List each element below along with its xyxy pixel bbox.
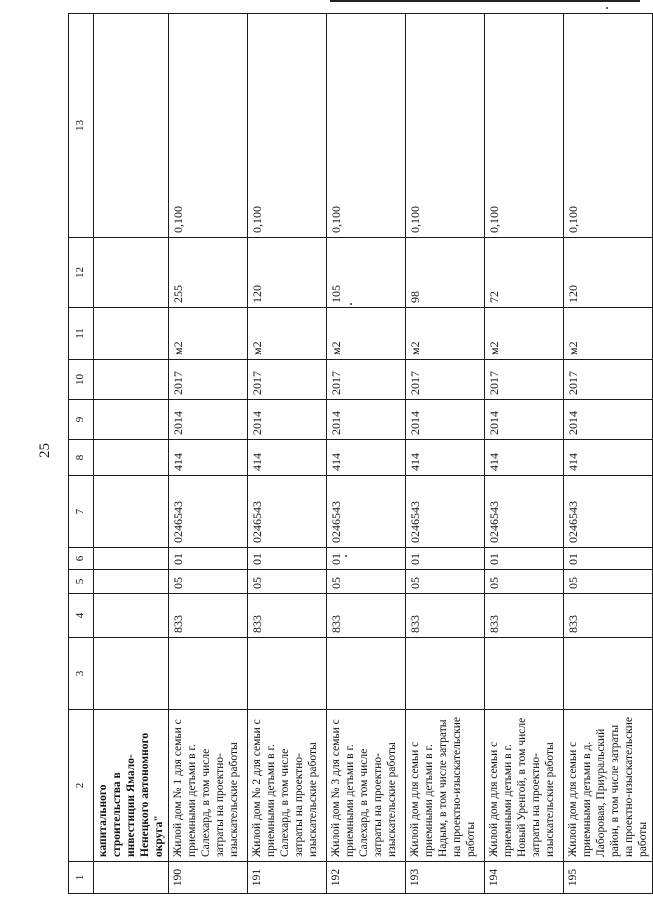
table-cell bbox=[94, 308, 169, 360]
object-name: Жилой дом № 2 для семьи с приемными детьми в г. Салехард, в том числе затраты на проектно-изыскательские работы bbox=[248, 710, 327, 862]
start-year: 2014 bbox=[564, 400, 653, 440]
grbs-code: 833 bbox=[406, 594, 485, 638]
column-header: 3 bbox=[69, 638, 94, 710]
unit-of-measure: м2 bbox=[406, 308, 485, 360]
end-year: 2017 bbox=[248, 360, 327, 400]
expense-type-code: 414 bbox=[169, 440, 248, 476]
column-header: 1 bbox=[69, 862, 94, 894]
unit-of-measure: м2 bbox=[564, 308, 653, 360]
column-3-cell bbox=[564, 638, 653, 710]
column-header: 13 bbox=[69, 14, 94, 238]
subsection-code: 01 bbox=[564, 548, 653, 570]
start-year: 2014 bbox=[169, 400, 248, 440]
table-cell bbox=[94, 238, 169, 308]
unit-of-measure: м2 bbox=[248, 308, 327, 360]
row-number: 193 bbox=[406, 862, 485, 894]
end-year: 2017 bbox=[564, 360, 653, 400]
column-header: 11 bbox=[69, 308, 94, 360]
start-year: 2014 bbox=[406, 400, 485, 440]
cost-value: 0,100 bbox=[485, 14, 564, 238]
start-year: 2014 bbox=[327, 400, 406, 440]
column-header: 8 bbox=[69, 440, 94, 476]
row-number: 190 bbox=[169, 862, 248, 894]
column-3-cell bbox=[248, 638, 327, 710]
end-year: 2017 bbox=[485, 360, 564, 400]
capacity-value: 105 bbox=[327, 238, 406, 308]
row-number: 191 bbox=[248, 862, 327, 894]
table-cell bbox=[94, 548, 169, 570]
page-number: 25 bbox=[37, 443, 53, 458]
target-article-code: 0246543 bbox=[248, 476, 327, 548]
table-cell bbox=[94, 570, 169, 594]
expense-type-code: 414 bbox=[564, 440, 653, 476]
object-name: Жилой дом для семьи с приемными детьми в д. Лаборовая, Приуральский район, в том числе затраты на проектно-изыскательские работы bbox=[564, 710, 653, 862]
column-header: 12 bbox=[69, 238, 94, 308]
table-cell bbox=[94, 476, 169, 548]
end-year: 2017 bbox=[327, 360, 406, 400]
table-row bbox=[248, 14, 327, 894]
subsection-code: 01 bbox=[485, 548, 564, 570]
table-row bbox=[169, 14, 248, 894]
target-article-code: 0246543 bbox=[564, 476, 653, 548]
section-code: 05 bbox=[485, 570, 564, 594]
table-cell bbox=[94, 360, 169, 400]
cost-value: 0,100 bbox=[248, 14, 327, 238]
start-year: 2014 bbox=[248, 400, 327, 440]
subsection-code: 01 bbox=[169, 548, 248, 570]
target-article-code: 0246543 bbox=[406, 476, 485, 548]
row-number: 194 bbox=[485, 862, 564, 894]
cost-value: 0,100 bbox=[406, 14, 485, 238]
table-cell bbox=[94, 594, 169, 638]
investment-table bbox=[68, 13, 653, 894]
subsection-code: 01 bbox=[248, 548, 327, 570]
cost-value: 0,100 bbox=[169, 14, 248, 238]
row-number: 192 bbox=[327, 862, 406, 894]
capacity-value: 72 bbox=[485, 238, 564, 308]
row-number: 195 bbox=[564, 862, 653, 894]
table-cell bbox=[94, 862, 169, 894]
end-year: 2017 bbox=[406, 360, 485, 400]
target-article-code: 0246543 bbox=[169, 476, 248, 548]
table-row bbox=[327, 14, 406, 894]
start-year: 2014 bbox=[485, 400, 564, 440]
object-name: Жилой дом для семьи с приемными детьми в г. Надым, в том числе затраты на проектно-изыскательские работы bbox=[406, 710, 485, 862]
table-row bbox=[406, 14, 485, 894]
column-header: 2 bbox=[69, 710, 94, 862]
capacity-value: 255 bbox=[169, 238, 248, 308]
grbs-code: 833 bbox=[169, 594, 248, 638]
cost-value: 0,100 bbox=[564, 14, 653, 238]
grbs-code: 833 bbox=[564, 594, 653, 638]
object-name: Жилой дом для семьи с приемными детьми в г. Новый Уренгой, в том числе затраты на проектно-изыскательские работы bbox=[485, 710, 564, 862]
cost-value: 0,100 bbox=[327, 14, 406, 238]
expense-type-code: 414 bbox=[248, 440, 327, 476]
column-header: 5 bbox=[69, 570, 94, 594]
target-article-code: 0246543 bbox=[327, 476, 406, 548]
expense-type-code: 414 bbox=[327, 440, 406, 476]
scan-edge-line bbox=[330, 0, 640, 2]
column-header: 9 bbox=[69, 400, 94, 440]
section-code: 05 bbox=[169, 570, 248, 594]
unit-of-measure: м2 bbox=[327, 308, 406, 360]
section-code: 05 bbox=[406, 570, 485, 594]
table-row bbox=[564, 14, 653, 894]
unit-of-measure: м2 bbox=[485, 308, 564, 360]
capacity-value: 98 bbox=[406, 238, 485, 308]
table-row bbox=[485, 14, 564, 894]
capacity-value: 120 bbox=[564, 238, 653, 308]
continuation-row bbox=[94, 14, 169, 894]
table-cell bbox=[94, 14, 169, 238]
column-number-row bbox=[69, 14, 94, 894]
scan-dot bbox=[606, 7, 608, 9]
target-article-code: 0246543 bbox=[485, 476, 564, 548]
column-header: 10 bbox=[69, 360, 94, 400]
grbs-code: 833 bbox=[248, 594, 327, 638]
column-header: 7 bbox=[69, 476, 94, 548]
unit-of-measure: м2 bbox=[169, 308, 248, 360]
table-cell bbox=[94, 638, 169, 710]
section-code: 05 bbox=[248, 570, 327, 594]
subsection-code: 01 bbox=[406, 548, 485, 570]
expense-type-code: 414 bbox=[406, 440, 485, 476]
table-cell bbox=[94, 440, 169, 476]
rotated-table-sheet bbox=[68, 14, 650, 894]
column-3-cell bbox=[485, 638, 564, 710]
column-3-cell bbox=[406, 638, 485, 710]
end-year: 2017 bbox=[169, 360, 248, 400]
expense-type-code: 414 bbox=[485, 440, 564, 476]
grbs-code: 833 bbox=[485, 594, 564, 638]
continuation-text: капитального строительства в инвестиции Ямало-Ненецкого автономного округа" bbox=[94, 710, 169, 862]
grbs-code: 833 bbox=[327, 594, 406, 638]
column-header: 4 bbox=[69, 594, 94, 638]
section-code: 05 bbox=[564, 570, 653, 594]
section-code: 05 bbox=[327, 570, 406, 594]
column-3-cell bbox=[169, 638, 248, 710]
object-name: Жилой дом № 3 для семьи с приемными детьми в г. Салехард, в том числе затраты на проектно-изыскательские работы bbox=[327, 710, 406, 862]
object-name: Жилой дом № 1 для семьи с приемными детьми в г. Салехард, в том числе затраты на проектно-изыскательские работы bbox=[169, 710, 248, 862]
column-3-cell bbox=[327, 638, 406, 710]
table-cell bbox=[94, 400, 169, 440]
subsection-code: 01 bbox=[327, 548, 406, 570]
column-header: 6 bbox=[69, 548, 94, 570]
capacity-value: 120 bbox=[248, 238, 327, 308]
